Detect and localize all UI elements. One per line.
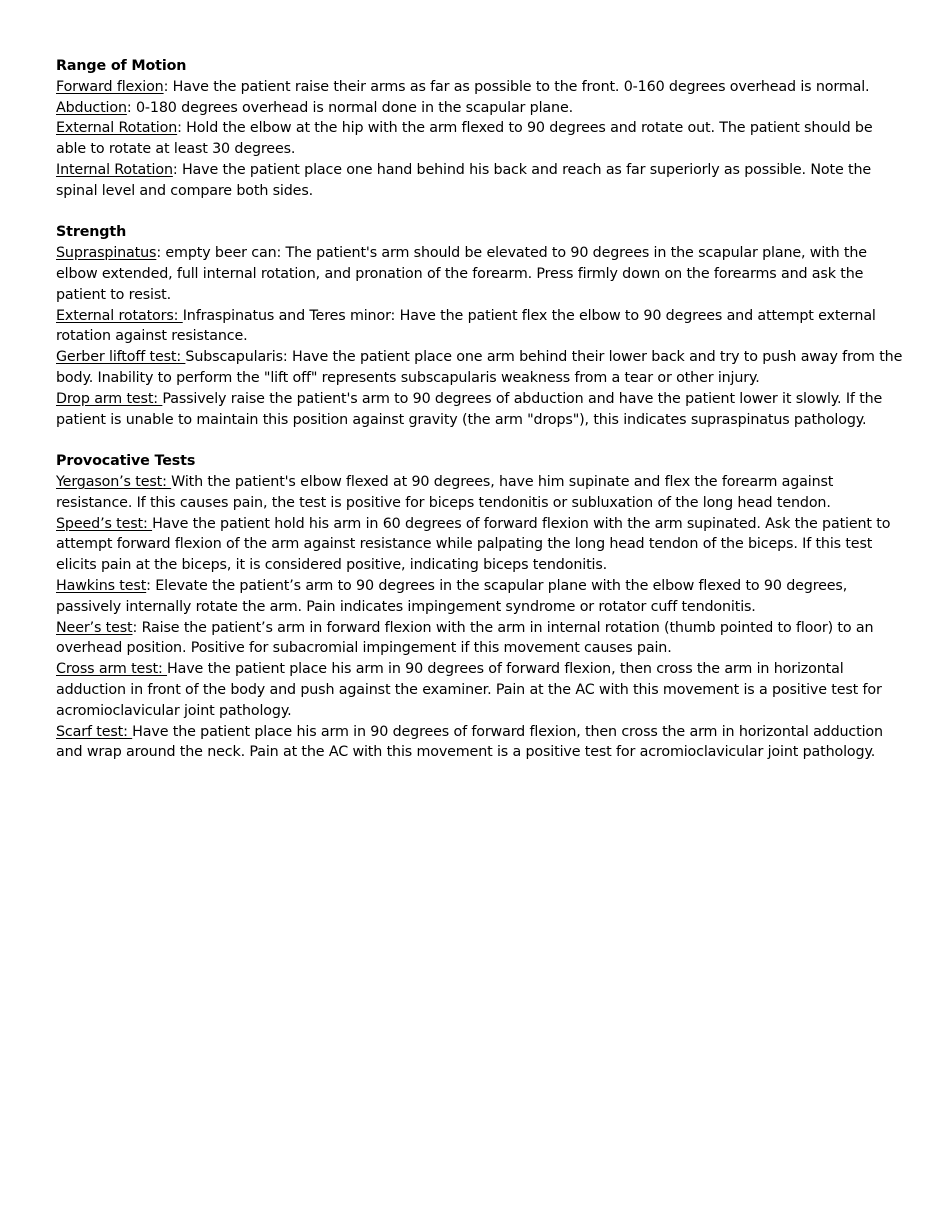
entry-drop-arm-test (56, 389, 906, 431)
entry-external-rotation (56, 118, 906, 160)
entry-term: Forward flexion (56, 78, 164, 95)
entry-term: Internal Rotation (56, 161, 173, 178)
entry-cross-arm-test (56, 659, 906, 721)
entry-abduction (56, 98, 906, 119)
entry-text: : Elevate the patient’s arm to 90 degrees in the scapular plane with the elbow flexed to 90 degrees, passively internally rotate the arm. Pain indicates impingement syndrome or rotator cuff tendonitis. (56, 577, 848, 615)
entry-text: Have the patient place his arm in 90 degrees of forward flexion, then cross the arm in horizontal adduction and wrap around the neck. Pain at the AC with this movement is a positive test for acromioclavicular joint pathology. (56, 723, 883, 761)
entry-text: : Have the patient place one hand behind his back and reach as far superiorly as possible. Note the spinal level and compare both sides. (56, 161, 872, 199)
entry-text: Passively raise the patient's arm to 90 degrees of abduction and have the patient lower it slowly. If the patient is unable to maintain this position against gravity (the arm "drops"), this indicates supraspinatus pathology. (56, 390, 883, 428)
entry-term: Yergason’s test: (56, 473, 172, 490)
entry-text: Infraspinatus and Teres minor: Have the patient flex the elbow to 90 degrees and attempt external rotation against resistance. (56, 307, 876, 345)
entry-term: Supraspinatus (56, 245, 157, 262)
entry-gerber-liftoff-test (56, 347, 906, 389)
entry-term: Scarf test: (56, 723, 133, 740)
entry-text: : Have the patient raise their arms as far as possible to the front. 0-160 degrees overhead is normal. (163, 78, 870, 95)
entry-supraspinatus (56, 243, 906, 305)
entry-text: : Hold the elbow at the hip with the arm flexed to 90 degrees and rotate out. The patient should be able to rotate at least 30 degrees. (56, 120, 873, 158)
entry-term: Hawkins test (56, 577, 147, 594)
section-heading: Strength (56, 224, 127, 241)
entry-text: : Raise the patient’s arm in forward flexion with the arm in internal rotation (thumb pointed to floor) to an overhead position. Positive for subacromial impingement if this movement causes pain. (56, 619, 874, 657)
entry-text: Have the patient hold his arm in 60 degrees of forward flexion with the arm supinated. Ask the patient to attempt forward flexion of the arm against resistance while palpating the long head tendon of the biceps. If this test elicits pain at the biceps, it is considered positive, indicating biceps tendonitis. (56, 515, 891, 574)
section-heading: Provocative Tests (56, 453, 196, 470)
entry-neers-test (56, 618, 906, 660)
entry-term: External rotators: (56, 307, 183, 324)
entry-term: Gerber liftoff test: (56, 349, 186, 366)
entry-text: Subscapularis: Have the patient place one arm behind their lower back and try to push away from the body. Inability to perform the "lift off" represents subscapularis weakness from a tear or other injury. (56, 349, 903, 386)
document-body (56, 56, 906, 763)
entry-term: Drop arm test: (56, 390, 163, 407)
entry-external-rotators (56, 306, 906, 348)
entry-term: Speed’s test: (56, 515, 153, 532)
entry-internal-rotation (56, 160, 906, 202)
entry-speeds-test (56, 514, 906, 576)
section-provocative-tests (56, 451, 906, 763)
entry-text: : empty beer can: The patient's arm should be elevated to 90 degrees in the scapular plane, with the elbow extended, full internal rotation, and pronation of the forearm. Press firmly down on the forearms and ask the patient to resist. (56, 245, 867, 303)
section-heading: Range of Motion (56, 58, 187, 74)
entry-term: Cross arm test: (56, 661, 168, 678)
entry-forward-flexion (56, 77, 906, 98)
entry-text: : 0-180 degrees overhead is normal done in the scapular plane. (126, 99, 573, 116)
entry-term: Neer’s test (56, 619, 133, 636)
entry-term: External Rotation (56, 120, 178, 137)
entry-yergasons-test (56, 472, 906, 514)
entry-text: Have the patient place his arm in 90 degrees of forward flexion, then cross the arm in horizontal adduction in front of the body and push against the examiner. Pain at the AC with this movement is a positive test for acromioclavicular joint pathology. (56, 661, 882, 719)
entry-scarf-test (56, 722, 906, 764)
section-range-of-motion (56, 56, 906, 202)
entry-text: With the patient's elbow flexed at 90 degrees, have him supinate and flex the forearm against resistance. If this causes pain, the test is positive for biceps tendonitis or subluxation of the long head tendon. (56, 473, 834, 511)
section-strength (56, 222, 906, 430)
entry-term: Abduction (56, 99, 127, 116)
entry-hawkins-test (56, 576, 906, 618)
